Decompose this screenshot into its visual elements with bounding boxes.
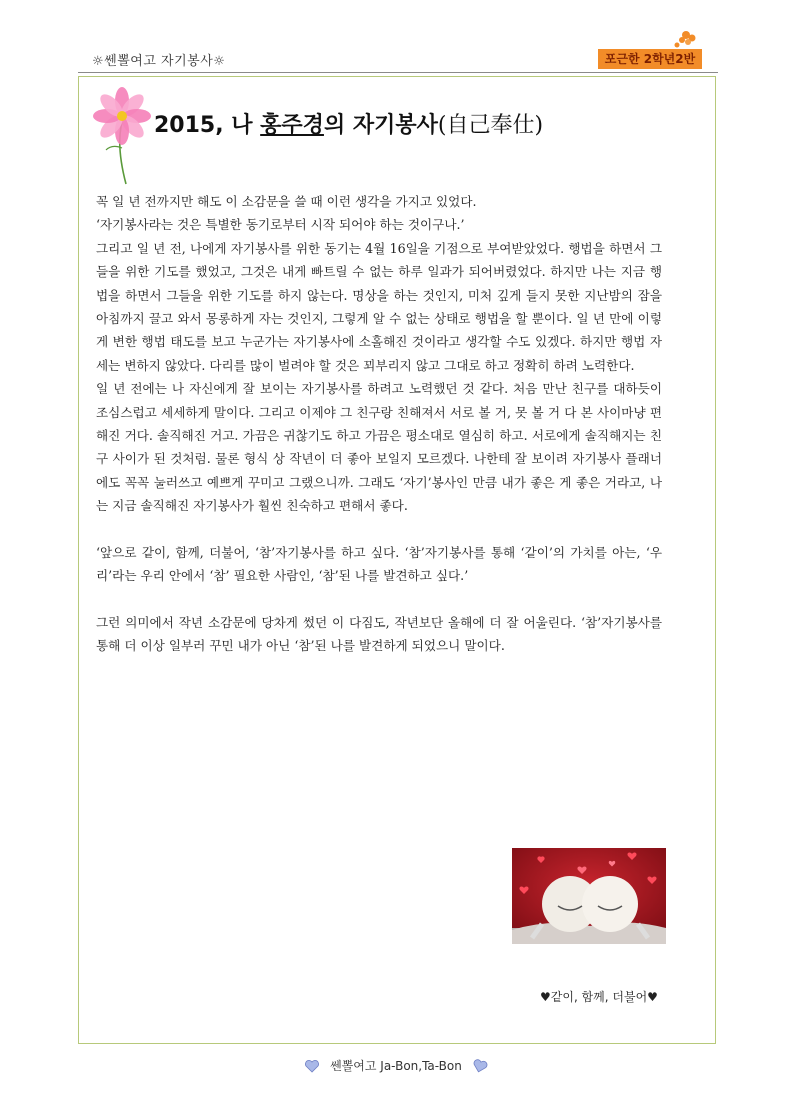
paragraph-4: 일 년 전에는 나 자신에게 잘 보이는 자기봉사를 하려고 노력했던 것 같다. 처음 만난 친구를 대하듯이 조심스럽고 세세하게 말이다. 그리고 이제야 그 친구랑 친해져서 서로 볼 거, 못 볼 거 다 본 사이마냥 편해진 거다. 솔직해진 거고. 가끔은 귀찮기도 하고 가끔은 평소대로 열심히 하고. 서로에게 솔직해지는 친구 사이가 된 것처럼. 물론 형식 상 작년이 더 좋아 보일지 모르겠다. 나한테 잘 보이려 자기봉사 플래너에도 꼭꼭 눌러쓰고 예쁘게 꾸미고 그랬으니까. 그래도 ‘자기’봉사인 만큼 내가 좋은 게 좋은 거라고, 나는 지금 솔직해진 자기봉사가 훨씬 친숙하고 편해서 좋다.: [96, 381, 662, 514]
paragraph-3: 그리고 일 년 전, 나에게 자기봉사를 위한 동기는 4월 16일을 기점으로 부여받았었다. 행법을 하면서 그들을 위한 기도를 했었고, 그것은 내게 빠트릴 수 없는 하루 일과가 되어버렸었다. 하지만 나는 지금 행법을 하면서 그들을 위한 기도를 하지 않는다. 명상을 하는 것인지, 미처 깊게 들지 못한 지난밤의 잠을 아침까지 끌고 와서 몽롱하게 자는 것인지, 그렇게 알 수 없는 상태로 행법을 할 뿐이다. 일 년 만에 이렇게 변한 행법 태도를 보고 누군가는 자기봉사에 소홀해진 것이라고 생각할 수도 있겠다. 하지만 행법 자세는 변하지 않았다. 다리를 많이 벌려야 할 것은 꾀부리지 않고 그대로 하고 정확히 하려 노력한다.: [96, 240, 662, 373]
title-part2: 의 자기봉사: [323, 113, 438, 138]
paragraph-5: ‘앞으로 같이, 함께, 더불어, ‘참’자기봉사를 하고 싶다. ‘참’자기봉사를 통해 ‘같이’의 가치를 아는, ‘우리’라는 우리 안에서 ‘참’ 필요한 사람인, ‘참’된 나를 발견하고 싶다.’: [96, 544, 662, 584]
footer-text: 쎈뽈여고 Ja-Bon,Ta-Bon: [330, 1059, 462, 1073]
friends-illustration-image: [512, 848, 666, 944]
photo-caption: ♥같이, 함께, 더불어♥: [540, 990, 658, 1004]
paragraph-2: ‘자기봉사라는 것은 특별한 동기로부터 시작 되어야 하는 것이구나.’: [96, 217, 465, 233]
footer: [0, 1057, 792, 1074]
heart-right-icon: [472, 1059, 488, 1073]
header-title: ☼쎈뽈여고 자기봉사☼: [92, 54, 226, 69]
title-hanja: (自己奉仕): [437, 113, 544, 138]
title-part1: 2015, 나: [154, 113, 261, 138]
class-badge: 포근한 2학년2반: [598, 49, 702, 69]
paragraph-6: 그런 의미에서 작년 소감문에 당차게 썼던 이 다짐도, 작년보단 올해에 더 잘 어울린다. ‘참’자기봉사를 통해 더 이상 일부러 꾸민 내가 아닌 ‘참’된 나를 발견하게 되었으니 말이다.: [96, 614, 662, 653]
page-title: [154, 108, 543, 139]
cosmos-flower-icon: [86, 86, 158, 186]
essay-body: [96, 190, 662, 657]
header-divider: [78, 72, 718, 73]
paragraph-1: 꼭 일 년 전까지만 해도 이 소감문을 쓸 때 이런 생각을 가지고 있었다.: [96, 194, 477, 209]
title-name: 홍주경: [260, 113, 324, 138]
heart-left-icon: [304, 1059, 320, 1073]
